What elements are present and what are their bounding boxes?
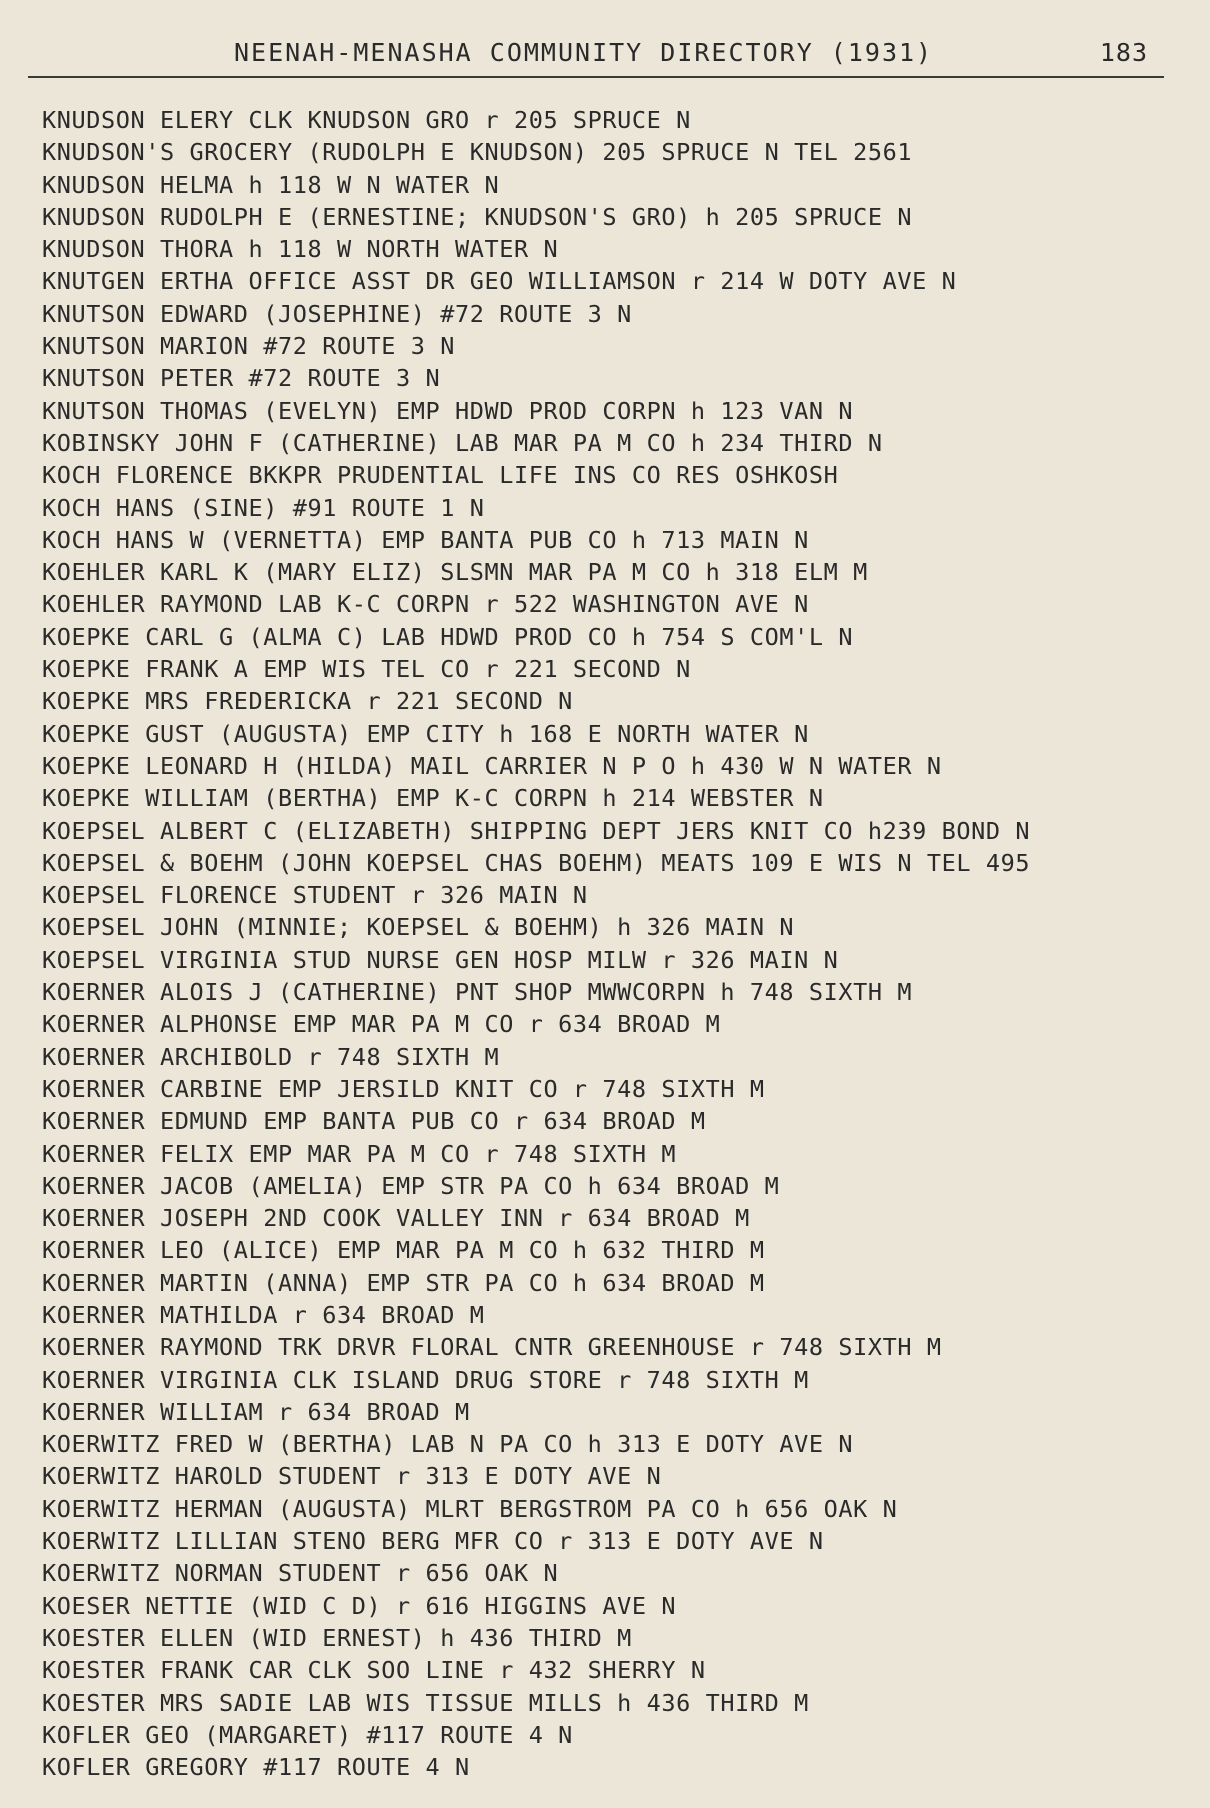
directory-entry: KOERNER ARCHIBOLD r 748 SIXTH M <box>42 1042 500 1071</box>
directory-entry: KOERNER VIRGINIA CLK ISLAND DRUG STORE r 748 SIXTH M <box>42 1365 809 1394</box>
directory-entry: KOERNER CARBINE EMP JERSILD KNIT CO r 748 SIXTH M <box>42 1074 765 1103</box>
directory-entry: KOESTER ELLEN (WID ERNEST) h 436 THIRD M <box>42 1623 632 1652</box>
directory-entry: KOERWITZ NORMAN STUDENT r 656 OAK N <box>42 1559 559 1588</box>
directory-entry: KNUTSON MARION #72 ROUTE 3 N <box>42 332 455 361</box>
directory-entry: KOERNER LEO (ALICE) EMP MAR PA M CO h 632 THIRD M <box>42 1236 765 1265</box>
directory-entry: KOERWITZ HAROLD STUDENT r 313 E DOTY AVE N <box>42 1462 662 1491</box>
directory-entry: KOCH HANS W (VERNETTA) EMP BANTA PUB CO h 713 MAIN N <box>42 525 809 554</box>
directory-entry: KOERWITZ FRED W (BERTHA) LAB N PA CO h 313 E DOTY AVE N <box>42 1430 854 1459</box>
directory-entry: KNUTGEN ERTHA OFFICE ASST DR GEO WILLIAMSON r 214 W DOTY AVE N <box>42 267 957 296</box>
directory-entry: KOERNER JOSEPH 2ND COOK VALLEY INN r 634 BROAD M <box>42 1204 750 1233</box>
directory-entry: KOERNER WILLIAM r 634 BROAD M <box>42 1397 470 1426</box>
directory-entry: KOEPKE LEONARD H (HILDA) MAIL CARRIER N P O h 430 W N WATER N <box>42 751 942 780</box>
directory-entry: KOEPKE MRS FREDERICKA r 221 SECOND N <box>42 687 573 716</box>
directory-entry: KOEHLER RAYMOND LAB K-C CORPN r 522 WASHINGTON AVE N <box>42 590 809 619</box>
directory-entry: KOEHLER KARL K (MARY ELIZ) SLSMN MAR PA M CO h 318 ELM M <box>42 558 868 587</box>
directory-entry: KOEPSEL & BOEHM (JOHN KOEPSEL CHAS BOEHM) MEATS 109 E WIS N TEL 495 <box>42 848 1031 877</box>
directory-entry: KOEPKE FRANK A EMP WIS TEL CO r 221 SECOND N <box>42 655 691 684</box>
directory-entry: KOERWITZ HERMAN (AUGUSTA) MLRT BERGSTROM PA CO h 656 OAK N <box>42 1494 898 1523</box>
directory-entry: KOERNER EDMUND EMP BANTA PUB CO r 634 BROAD M <box>42 1107 706 1136</box>
directory-entry: KOEPSEL FLORENCE STUDENT r 326 MAIN N <box>42 881 588 910</box>
directory-entry: KOBINSKY JOHN F (CATHERINE) LAB MAR PA M CO h 234 THIRD N <box>42 428 883 457</box>
directory-entry: KOCH HANS (SINE) #91 ROUTE 1 N <box>42 493 485 522</box>
directory-entry: KOERNER RAYMOND TRK DRVR FLORAL CNTR GREENHOUSE r 748 SIXTH M <box>42 1333 942 1362</box>
directory-entry: KNUDSON'S GROCERY (RUDOLPH E KNUDSON) 205 SPRUCE N TEL 2561 <box>42 138 913 167</box>
directory-entry: KNUDSON HELMA h 118 W N WATER N <box>42 170 500 199</box>
directory-entry: KOERNER ALPHONSE EMP MAR PA M CO r 634 BROAD M <box>42 1010 721 1039</box>
page-header <box>28 30 1164 78</box>
directory-entry: KOEPSEL VIRGINIA STUD NURSE GEN HOSP MILW r 326 MAIN N <box>42 945 839 974</box>
directory-entry: KOEPSEL JOHN (MINNIE; KOEPSEL & BOEHM) h 326 MAIN N <box>42 913 795 942</box>
directory-entry: KOERNER MARTIN (ANNA) EMP STR PA CO h 634 BROAD M <box>42 1268 765 1297</box>
page-number: 183 <box>1099 38 1148 67</box>
directory-entry: KNUDSON THORA h 118 W NORTH WATER N <box>42 235 559 264</box>
directory-entry: KOEPSEL ALBERT C (ELIZABETH) SHIPPING DEPT JERS KNIT CO h239 BOND N <box>42 816 1031 845</box>
directory-entry: KOERNER MATHILDA r 634 BROAD M <box>42 1300 485 1329</box>
directory-entry: KNUTSON EDWARD (JOSEPHINE) #72 ROUTE 3 N <box>42 299 632 328</box>
directory-entry: KOERNER FELIX EMP MAR PA M CO r 748 SIXTH M <box>42 1139 677 1168</box>
directory-entry: KOERNER ALOIS J (CATHERINE) PNT SHOP MWWCORPN h 748 SIXTH M <box>42 978 913 1007</box>
directory-entry: KNUDSON RUDOLPH E (ERNESTINE; KNUDSON'S GRO) h 205 SPRUCE N <box>42 202 913 231</box>
directory-entry: KNUTSON PETER #72 ROUTE 3 N <box>42 364 441 393</box>
directory-entry: KOESTER MRS SADIE LAB WIS TISSUE MILLS h 436 THIRD M <box>42 1688 809 1717</box>
directory-entry: KNUTSON THOMAS (EVELYN) EMP HDWD PROD CORPN h 123 VAN N <box>42 396 854 425</box>
directory-entry: KOCH FLORENCE BKKPR PRUDENTIAL LIFE INS CO RES OSHKOSH <box>42 461 839 490</box>
directory-entry: KOEPKE CARL G (ALMA C) LAB HDWD PROD CO h 754 S COM'L N <box>42 622 854 651</box>
directory-entry: KOESTER FRANK CAR CLK SOO LINE r 432 SHERRY N <box>42 1656 706 1685</box>
directory-entry: KOFLER GREGORY #117 ROUTE 4 N <box>42 1753 470 1782</box>
directory-entry: KOFLER GEO (MARGARET) #117 ROUTE 4 N <box>42 1720 573 1749</box>
directory-entry: KOESER NETTIE (WID C D) r 616 HIGGINS AVE N <box>42 1591 677 1620</box>
directory-entry: KOEPKE GUST (AUGUSTA) EMP CITY h 168 E NORTH WATER N <box>42 719 809 748</box>
directory-entry: KOEPKE WILLIAM (BERTHA) EMP K-C CORPN h 214 WEBSTER N <box>42 784 824 813</box>
directory-entry: KOERNER JACOB (AMELIA) EMP STR PA CO h 634 BROAD M <box>42 1171 780 1200</box>
directory-entry: KOERWITZ LILLIAN STENO BERG MFR CO r 313 E DOTY AVE N <box>42 1527 824 1556</box>
directory-title: NEENAH-MENASHA COMMUNITY DIRECTORY (1931) <box>234 38 934 67</box>
directory-entries <box>42 104 1200 1783</box>
directory-entry: KNUDSON ELERY CLK KNUDSON GRO r 205 SPRUCE N <box>42 106 691 134</box>
